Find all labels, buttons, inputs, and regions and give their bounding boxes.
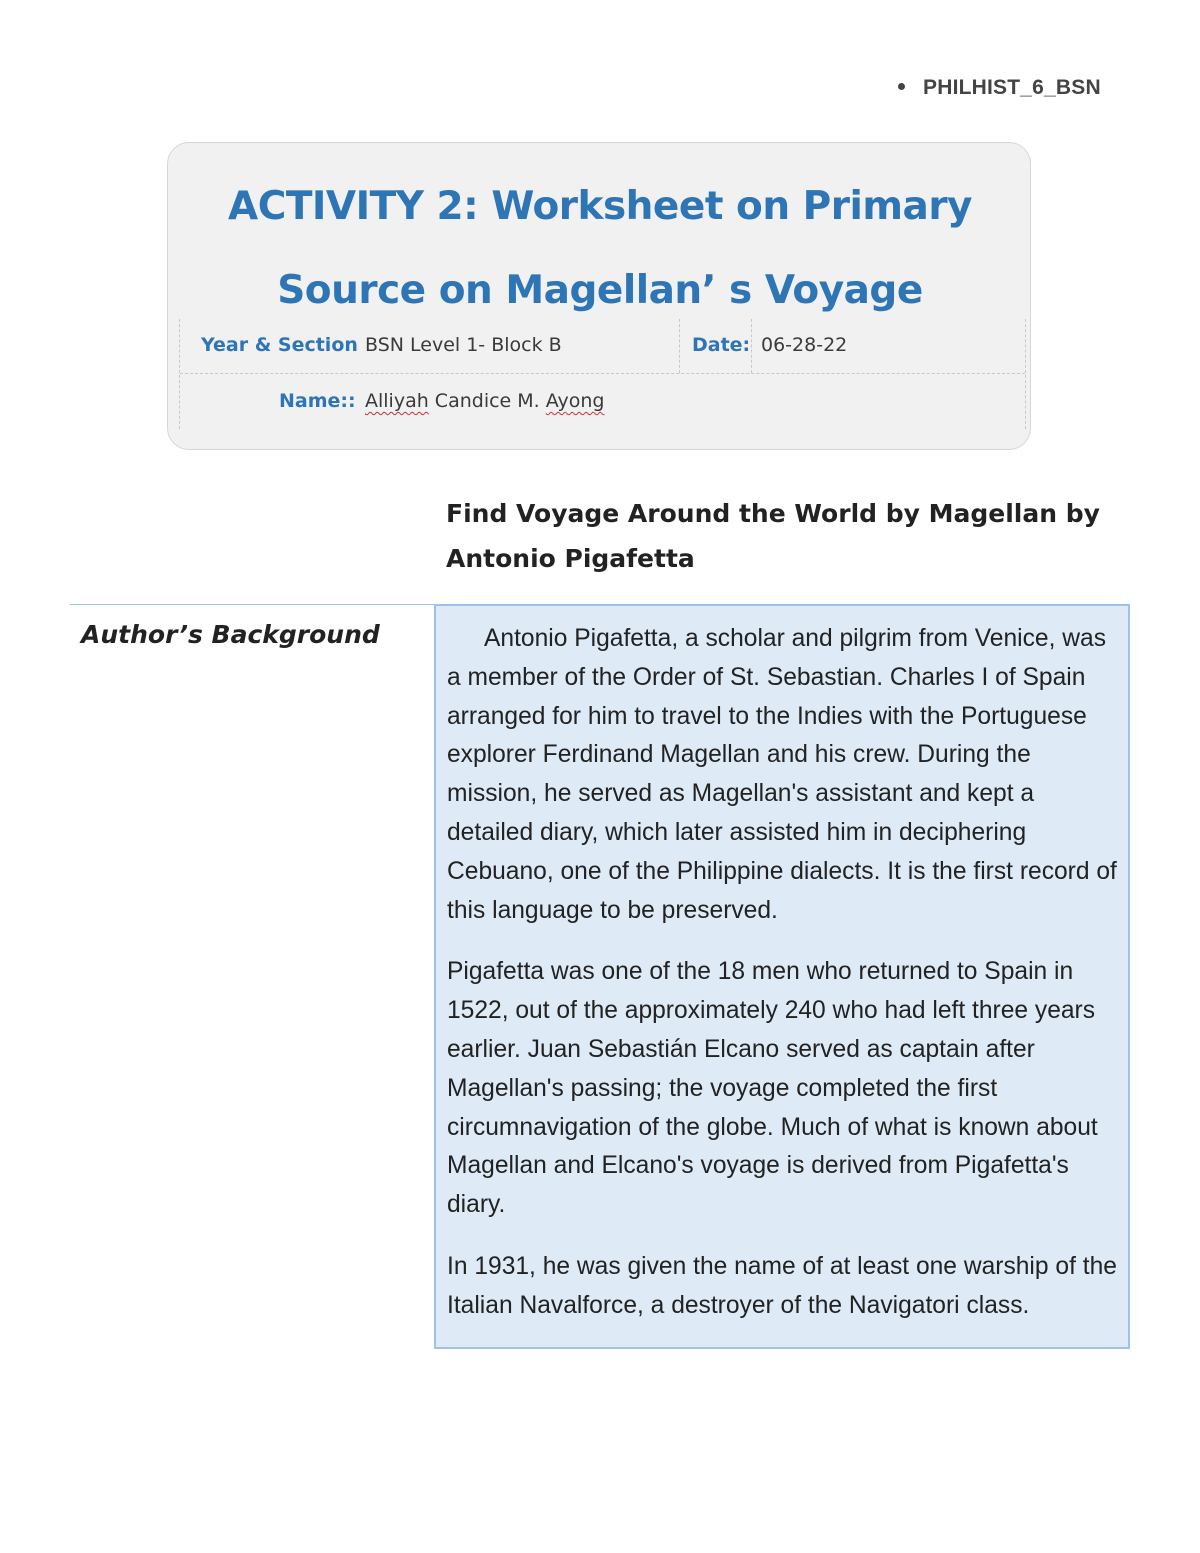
name-value[interactable] xyxy=(365,390,604,412)
paragraph: Pigafetta was one of the 18 men who returned to Spain in 1522, out of the approximately 240 who had left three years earlier. Juan Sebastián Elcano served as captain after Magellan's passing; the voyage completed the first circumnavigation of the globe. Much of what is known about Magellan and Elcano's voyage is derived from Pigafetta's diary. xyxy=(447,958,1098,1219)
source-heading xyxy=(446,491,1146,581)
course-code xyxy=(898,76,1101,100)
source-heading-line-1: Find Voyage Around the World by Magellan by xyxy=(446,499,1100,528)
paragraph: In 1931, he was given the name of at least one warship of the Italian Navalforce, a destroyer of the Navigatori class. xyxy=(447,1252,1117,1319)
name-middle: Candice M. xyxy=(428,390,546,412)
source-heading-line-2: Antonio Pigafetta xyxy=(446,544,695,573)
author-background-label: Author’s Background xyxy=(81,620,380,649)
bullet-icon xyxy=(898,83,905,90)
activity-header-card xyxy=(167,142,1031,450)
activity-title-line-2: Source on Magellan’ s Voyage xyxy=(277,268,923,313)
year-section-label: Year & Section xyxy=(201,334,358,356)
name-last: Ayong xyxy=(545,390,605,412)
date-label: Date: xyxy=(692,334,751,356)
table-top-rule xyxy=(70,604,434,605)
paragraph: Antonio Pigafetta, a scholar and pilgrim from Venice, was a member of the Order of St. Sebastian. Charles I of Spain arranged for him to travel to the Indies with the Portuguese explorer Ferdinand Magellan and his crew. During the mission, he served as Magellan's assistant and kept a detailed diary, which later assisted him in deciphering Cebuano, one of the Philippine dialects. It is the first record of this language to be preserved. xyxy=(447,625,1117,924)
grid-divider xyxy=(180,373,1025,374)
info-grid xyxy=(179,319,1026,429)
grid-divider xyxy=(751,319,752,373)
year-section-value[interactable]: BSN Level 1- Block B xyxy=(365,334,562,356)
date-value[interactable]: 06-28-22 xyxy=(761,334,848,356)
grid-divider xyxy=(679,319,680,373)
activity-title xyxy=(168,165,1032,333)
course-code-text: PHILHIST_6_BSN xyxy=(923,76,1101,99)
name-first: Alliyah xyxy=(365,390,429,412)
activity-title-line-1: ACTIVITY 2: Worksheet on Primary xyxy=(228,184,972,229)
author-background-content[interactable] xyxy=(434,604,1130,1349)
name-label: Name:: xyxy=(279,390,356,412)
